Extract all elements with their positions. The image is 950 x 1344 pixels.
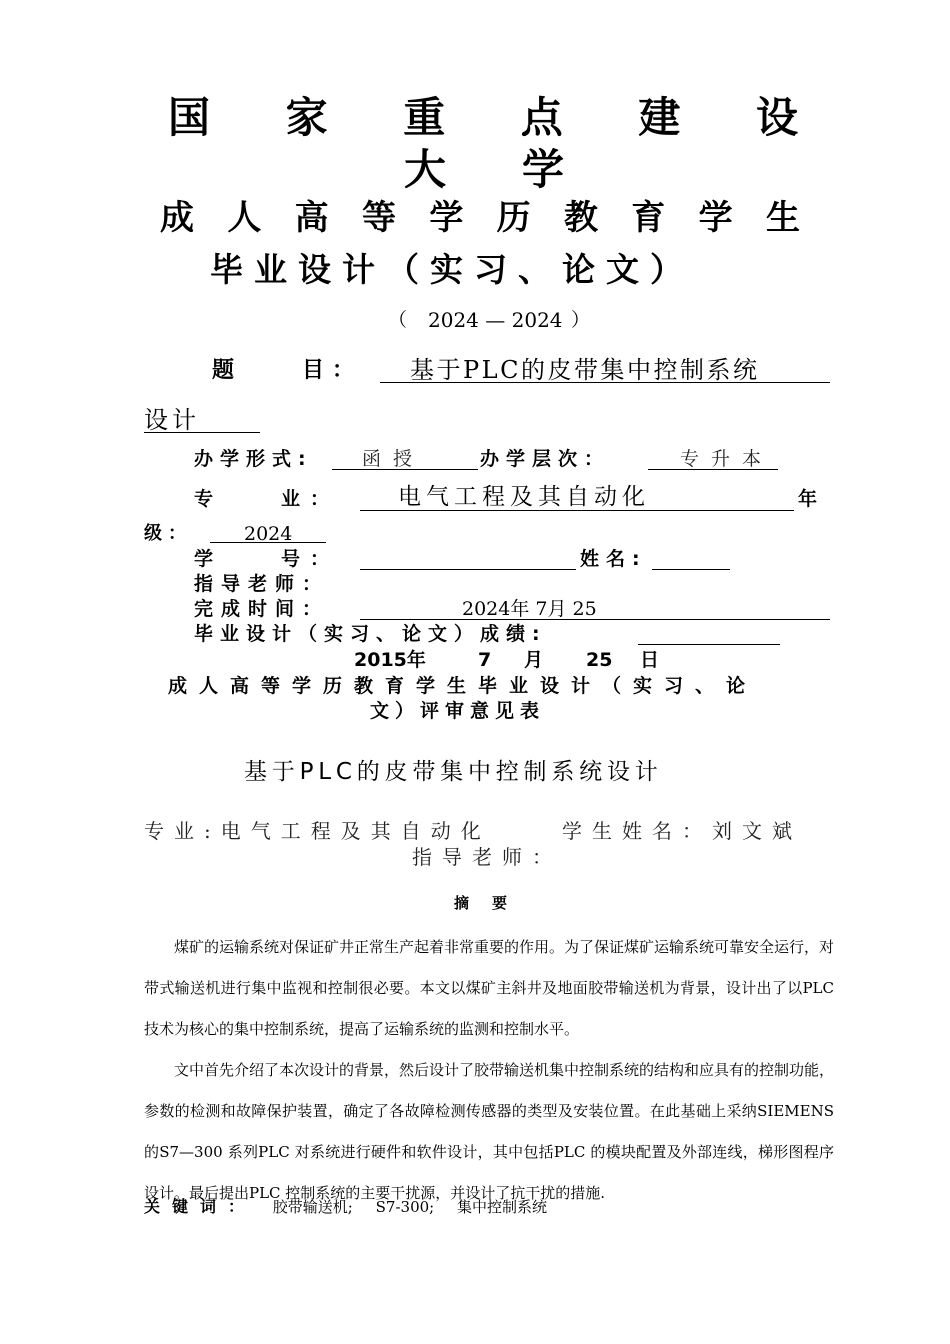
title-char: 点	[520, 93, 563, 142]
date-day-unit: 日	[640, 649, 660, 671]
major-value: 电气工程及其自动化	[398, 484, 650, 510]
topic-value-line2: 设计	[144, 406, 200, 434]
year-open-paren: （	[388, 309, 408, 331]
title-char: 高	[294, 198, 329, 238]
date-month-unit: 月	[524, 649, 544, 671]
topic-value-line1: 基于PLC的皮带集中控制系统	[410, 356, 760, 384]
topic-label: 题 目：	[212, 358, 363, 383]
form-underline	[332, 469, 478, 470]
finish-time-underline	[360, 619, 830, 620]
score-label: 毕业设计（实习、论文）成绩:	[194, 623, 547, 645]
keywords-label: 关键词：	[144, 1197, 257, 1216]
cover-title-line3	[160, 198, 800, 238]
date-day: 25	[586, 649, 613, 671]
date-year: 2015年	[354, 649, 426, 671]
keyword: S7-300;	[375, 1198, 435, 1216]
cover-title-line2	[404, 146, 564, 194]
title-char: 家	[285, 93, 328, 142]
grade-label-1: 年	[798, 488, 818, 510]
level-underline	[648, 469, 778, 470]
info-advisor: 指导老师：	[412, 845, 562, 869]
title-char: 教	[563, 198, 598, 238]
advisor-label: 指导老师：	[194, 573, 330, 595]
finish-time-label: 完成时间：	[194, 598, 330, 620]
abstract-heading: 摘 要	[454, 894, 512, 912]
grade-label-2: 级：	[144, 523, 192, 544]
keyword: 胶带输送机;	[272, 1198, 353, 1216]
title-char: 设	[755, 93, 798, 142]
title-char: 学	[521, 145, 564, 194]
title-char: 成	[160, 198, 194, 238]
grade-underline	[210, 542, 326, 543]
finish-time-value: 2024年 7月 25	[462, 598, 597, 620]
keyword: 集中控制系统	[457, 1198, 548, 1216]
cover-title-line1	[168, 94, 798, 142]
student-id-underline	[360, 569, 576, 570]
info-student: 学生姓名：刘文斌	[562, 819, 802, 843]
title-char: 学	[698, 198, 733, 238]
major-label: 专 业：	[194, 488, 340, 510]
title-char: 人	[227, 198, 262, 238]
major-underline	[360, 510, 794, 511]
level-value: 专升本	[680, 448, 774, 470]
abstract-paragraph-1: 煤矿的运输系统对保证矿井正常生产起着非常重要的作用。为了保证煤矿运输系统可靠安全运行，对带式输送机进行集中监视和控制很必要。本文以煤矿主斜井及地面胶带输送机为背景，设计出了以PLC 技术为核心的集中控制系统，提高了运输系统的监测和控制水平。	[144, 938, 835, 1038]
keywords-row	[144, 1196, 547, 1218]
level-label: 办学层次：	[480, 448, 611, 470]
title-char: 历	[496, 198, 531, 238]
title-char: 重	[403, 93, 446, 142]
info-major: 专业:电气工程及其自动化	[144, 819, 491, 843]
date-month: 7	[478, 649, 492, 671]
thesis-title: 基于PLC的皮带集中控制系统设计	[244, 759, 663, 785]
form-label: 办学形式:	[194, 448, 313, 470]
year-close-paren: ）	[571, 309, 591, 331]
title-char: 生	[765, 198, 800, 238]
form-value: 函授	[362, 448, 425, 470]
review-heading-line2: 文）评审意见表	[370, 700, 546, 722]
grade-value: 2024	[244, 523, 293, 545]
score-underline	[638, 644, 780, 645]
year-range: 2024 — 2024	[428, 308, 563, 332]
title-char: 学	[429, 198, 464, 238]
name-underline	[652, 569, 730, 570]
student-id-label: 学 号：	[194, 548, 340, 570]
title-char: 国	[168, 93, 211, 142]
title-char: 大	[404, 145, 447, 194]
name-label: 姓名:	[580, 548, 647, 570]
title-char: 建	[638, 93, 681, 142]
title-char: 育	[631, 198, 666, 238]
cover-title-line4: 毕业设计（实习、论文）	[210, 250, 694, 289]
title-char: 等	[361, 198, 396, 238]
topic-underline-2	[144, 432, 260, 433]
topic-underline-1	[380, 382, 830, 383]
review-heading-line1: 成人高等学历教育学生毕业设计（实习、论	[168, 675, 758, 697]
abstract-paragraph-2: 文中首先介绍了本次设计的背景，然后设计了胶带输送机集中控制系统的结构和应具有的控制功能，参数的检测和故障保护装置，确定了各故障检测传感器的类型及安装位置。在此基础上采纳SIEMENS 的S7—300 系列PLC 对系统进行硬件和软件设计，其中包括PLC 的模块配置及外部连线，梯形图程序设计。最后提出PLC 控制系统的主要干扰源，并设计了抗干扰的措施.	[144, 1061, 835, 1202]
